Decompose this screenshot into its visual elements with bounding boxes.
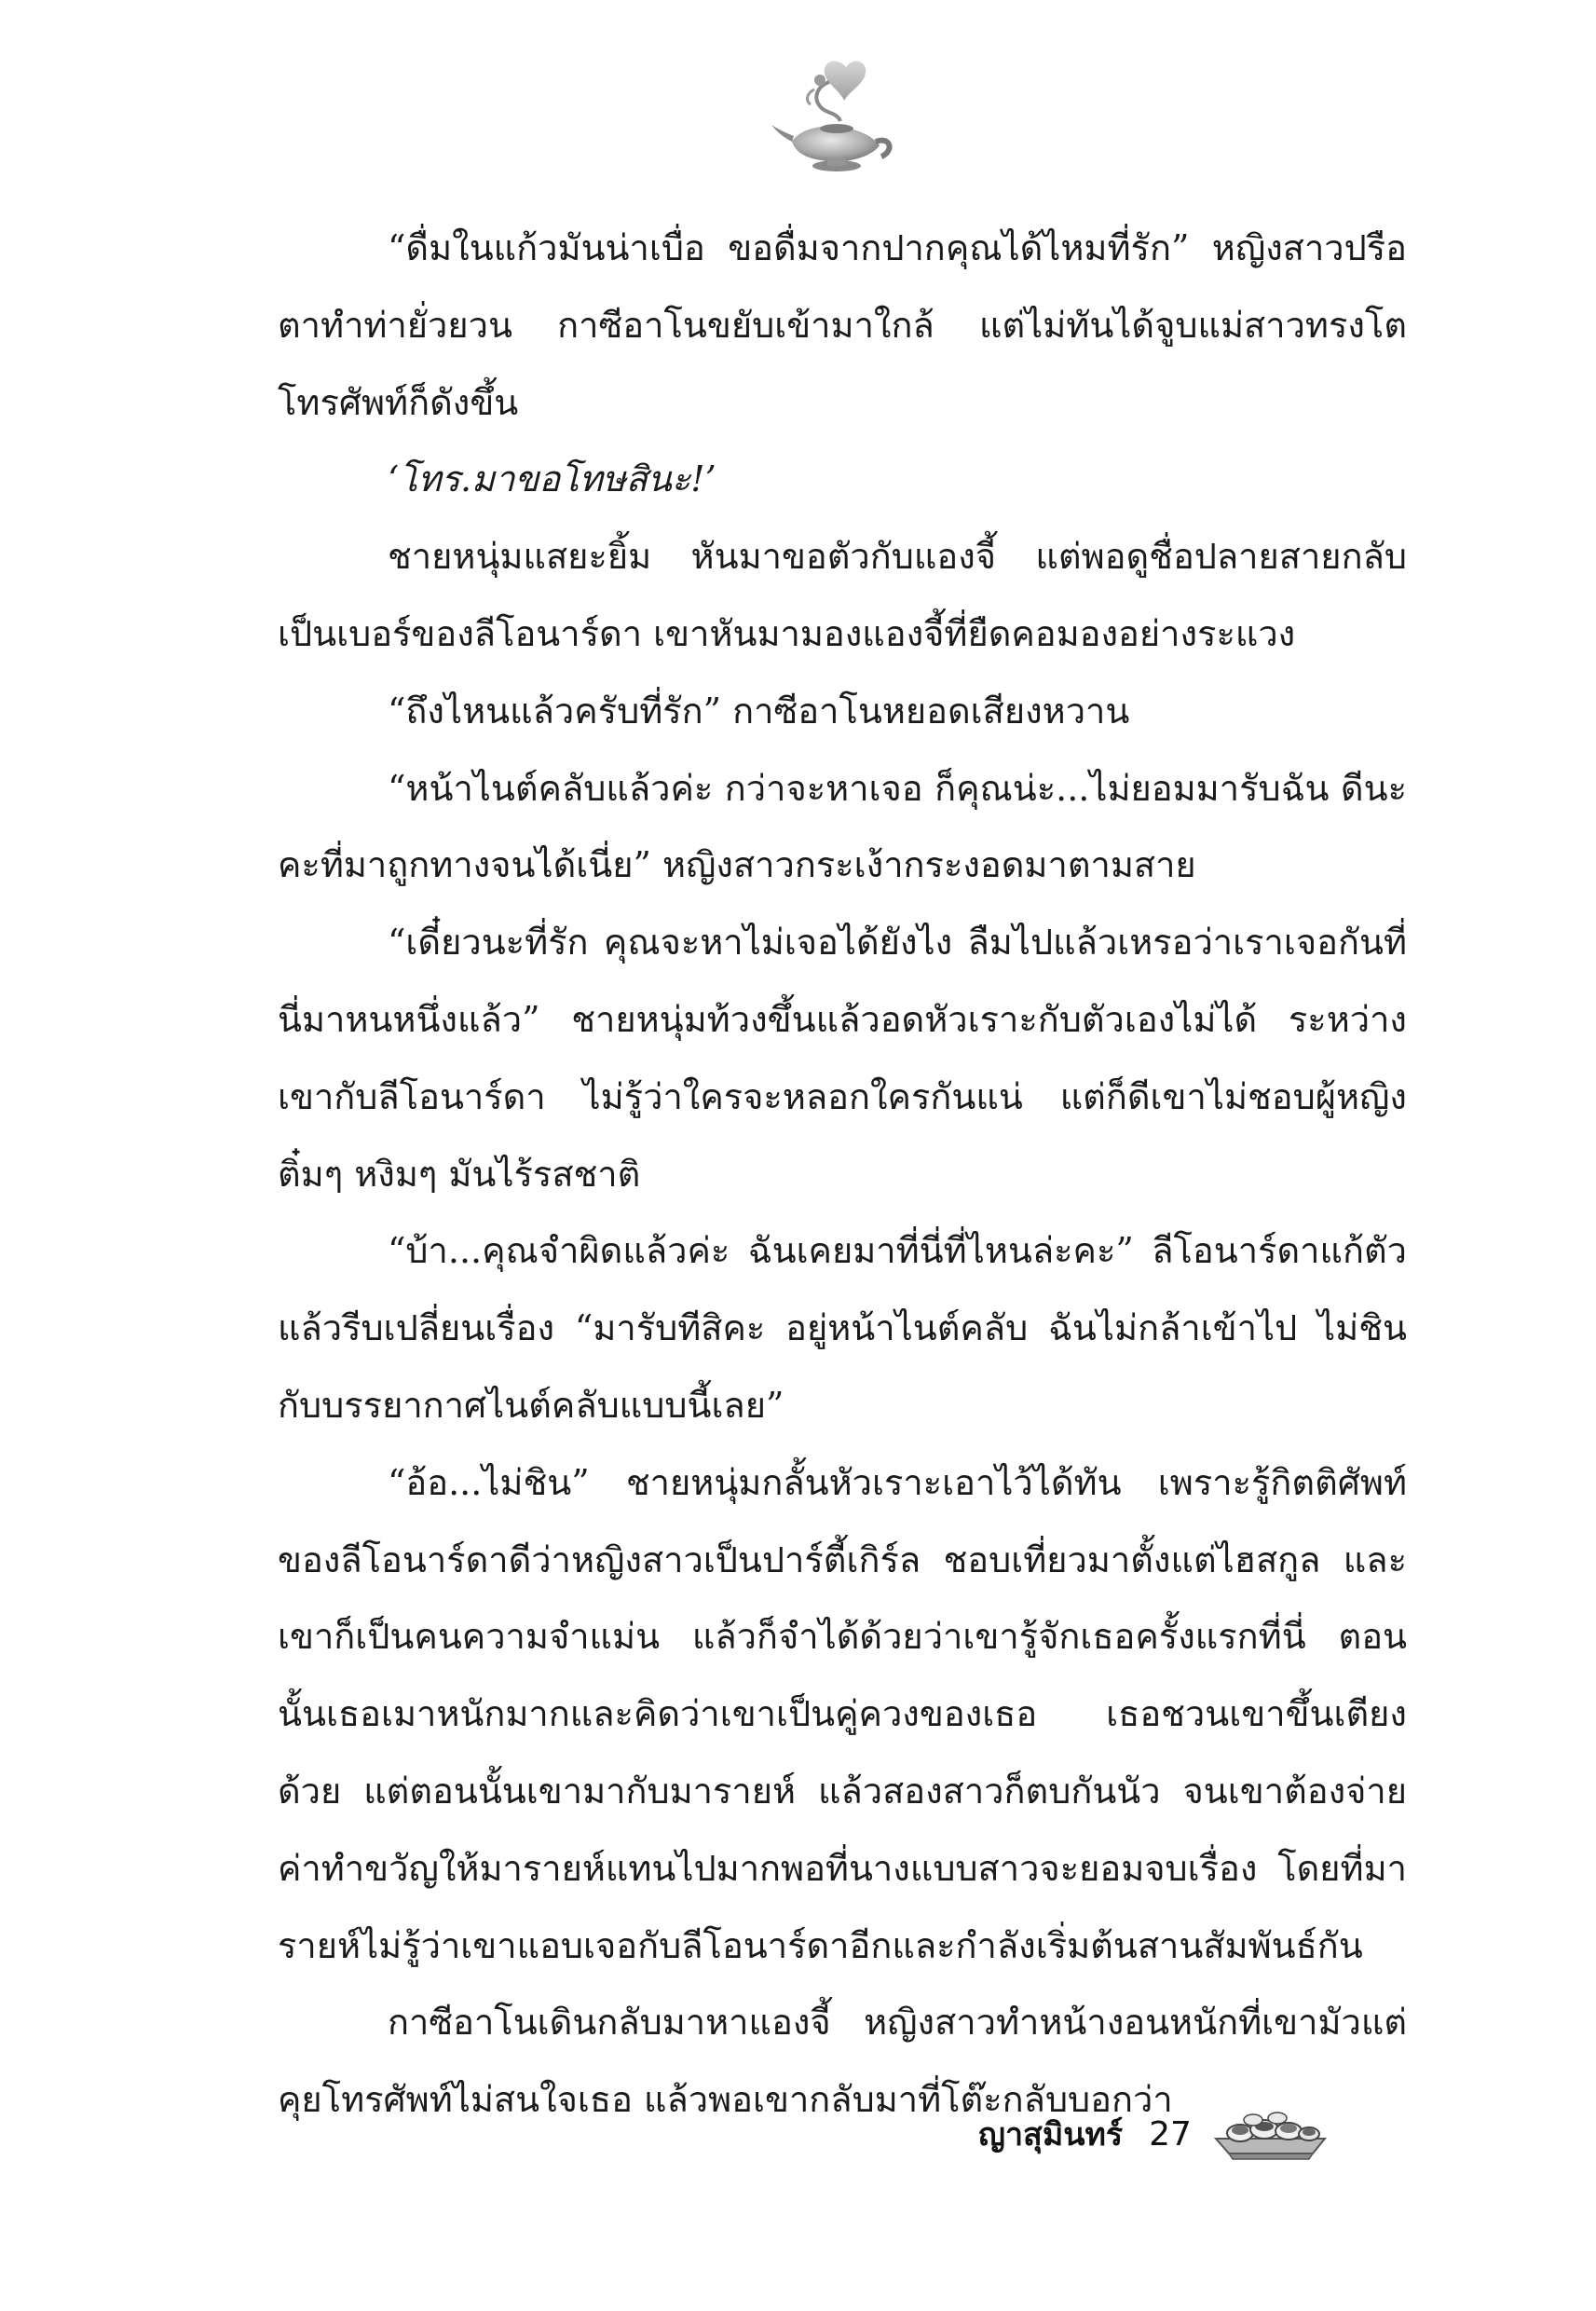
page-number: 27 (1149, 2114, 1192, 2154)
paragraph-5: “หน้าไนต์คลับแล้วค่ะ กว่าจะหาเจอ ก็คุณน่ะ...ไม่ยอมมารับฉัน ดีนะคะที่มาถูกทางจนได้เนี่ย” หญิงสาวกระเง้ากระงอดมาตามสาย (278, 767, 1407, 886)
paragraph-3: ชายหนุ่มแสยะยิ้ม หันมาขอตัวกับแองจี้ แต่พอดูชื่อปลายสายกลับเป็นเบอร์ของลีโอนาร์ดา เขาหันมามองแองจี้ที่ยืดคอมองอย่างระแวง (278, 536, 1407, 654)
paragraph-9: กาซีอาโนเดินกลับมาหาแองจี้ หญิงสาวทำหน้างอนหนักที่เขามัวแต่คุยโทรศัพท์ไม่สนใจเธอ แล้วพอเขากลับมาที่โต๊ะกลับบอกว่า (278, 2002, 1407, 2121)
paragraph-8: “อ้อ...ไม่ชิน” ชายหนุ่มกลั้นหัวเราะเอาไว้ได้ทัน เพราะรู้กิตติศัพท์ของลีโอนาร์ดาดีว่าหญิงสาวเป็นปาร์ตี้เกิร์ล ชอบเที่ยวมาตั้งแต่ไฮสกูล และเขาก็เป็นคนความจำแม่น แล้วก็จำได้ด้วยว่าเขารู้จักเธอครั้งแรกที่นี่ ตอนนั้นเธอเมาหนักมากและคิดว่าเขาเป็นคู่ควงของเธอ เธอชวนเขาขึ้นเตียงด้วย แต่ตอนนั้นเขามากับมารายห์ แล้วสองสาวก็ตบกันนัว จนเขาต้องจ่ายค่าทำขวัญให้มารายห์แทนไปมากพอที่นางแบบสาวจะยอมจบเรื่อง โดยที่มารายห์ไม่รู้ว่าเขาแอบเจอกับลีโอนาร์ดาอีกและกำลังเริ่มต้นสานสัมพันธ์กัน (278, 1461, 1407, 1966)
page-footer (978, 2092, 1329, 2176)
paragraph-1: “ดื่มในแก้วมันน่าเบื่อ ขอดื่มจากปากคุณได้ไหมที่รัก” หญิงสาวปรือตาทำท่ายั่วยวน กาซีอาโนขยับเข้ามาใกล้ แต่ไม่ทันได้จูบแม่สาวทรงโตโทรศัพท์ก็ดังขึ้น (278, 227, 1407, 423)
paragraph-6: “เดี๋ยวนะที่รัก คุณจะหาไม่เจอได้ยังไง ลืมไปแล้วเหรอว่าเราเจอกันที่นี่มาหนหนึ่งแล้ว” ชายหนุ่มท้วงขึ้นแล้วอดหัวเราะกับตัวเองไม่ได้ ระหว่างเขากับลีโอนาร์ดา ไม่รู้ว่าใครจะหลอกใครกันแน่ แต่ก็ดีเขาไม่ชอบผู้หญิงติ๋มๆ หงิมๆ มันไร้รสชาติ (278, 922, 1407, 1195)
genie-lamp-icon (764, 48, 904, 188)
author-name: ญาสุมินทร์ (978, 2116, 1124, 2154)
paragraph-4: “ถึงไหนแล้วครับที่รัก” กาซีอาโนหยอดเสียงหวาน (388, 690, 1130, 732)
sushi-plate-icon (1212, 2101, 1329, 2167)
paragraph-2: ‘โทร.มาขอโทษสินะ!’ (388, 458, 716, 500)
paragraph-7: “บ้า...คุณจำผิดแล้วค่ะ ฉันเคยมาที่นี่ที่ไหนล่ะคะ” ลีโอนาร์ดาแก้ตัวแล้วรีบเปลี่ยนเรื่อง “มารับทีสิคะ อยู่หน้าไนต์คลับ ฉันไม่กล้าเข้าไป ไม่ชินกับบรรยากาศไนต์คลับแบบนี้เลย” (278, 1230, 1407, 1426)
story-body (278, 210, 1407, 2139)
